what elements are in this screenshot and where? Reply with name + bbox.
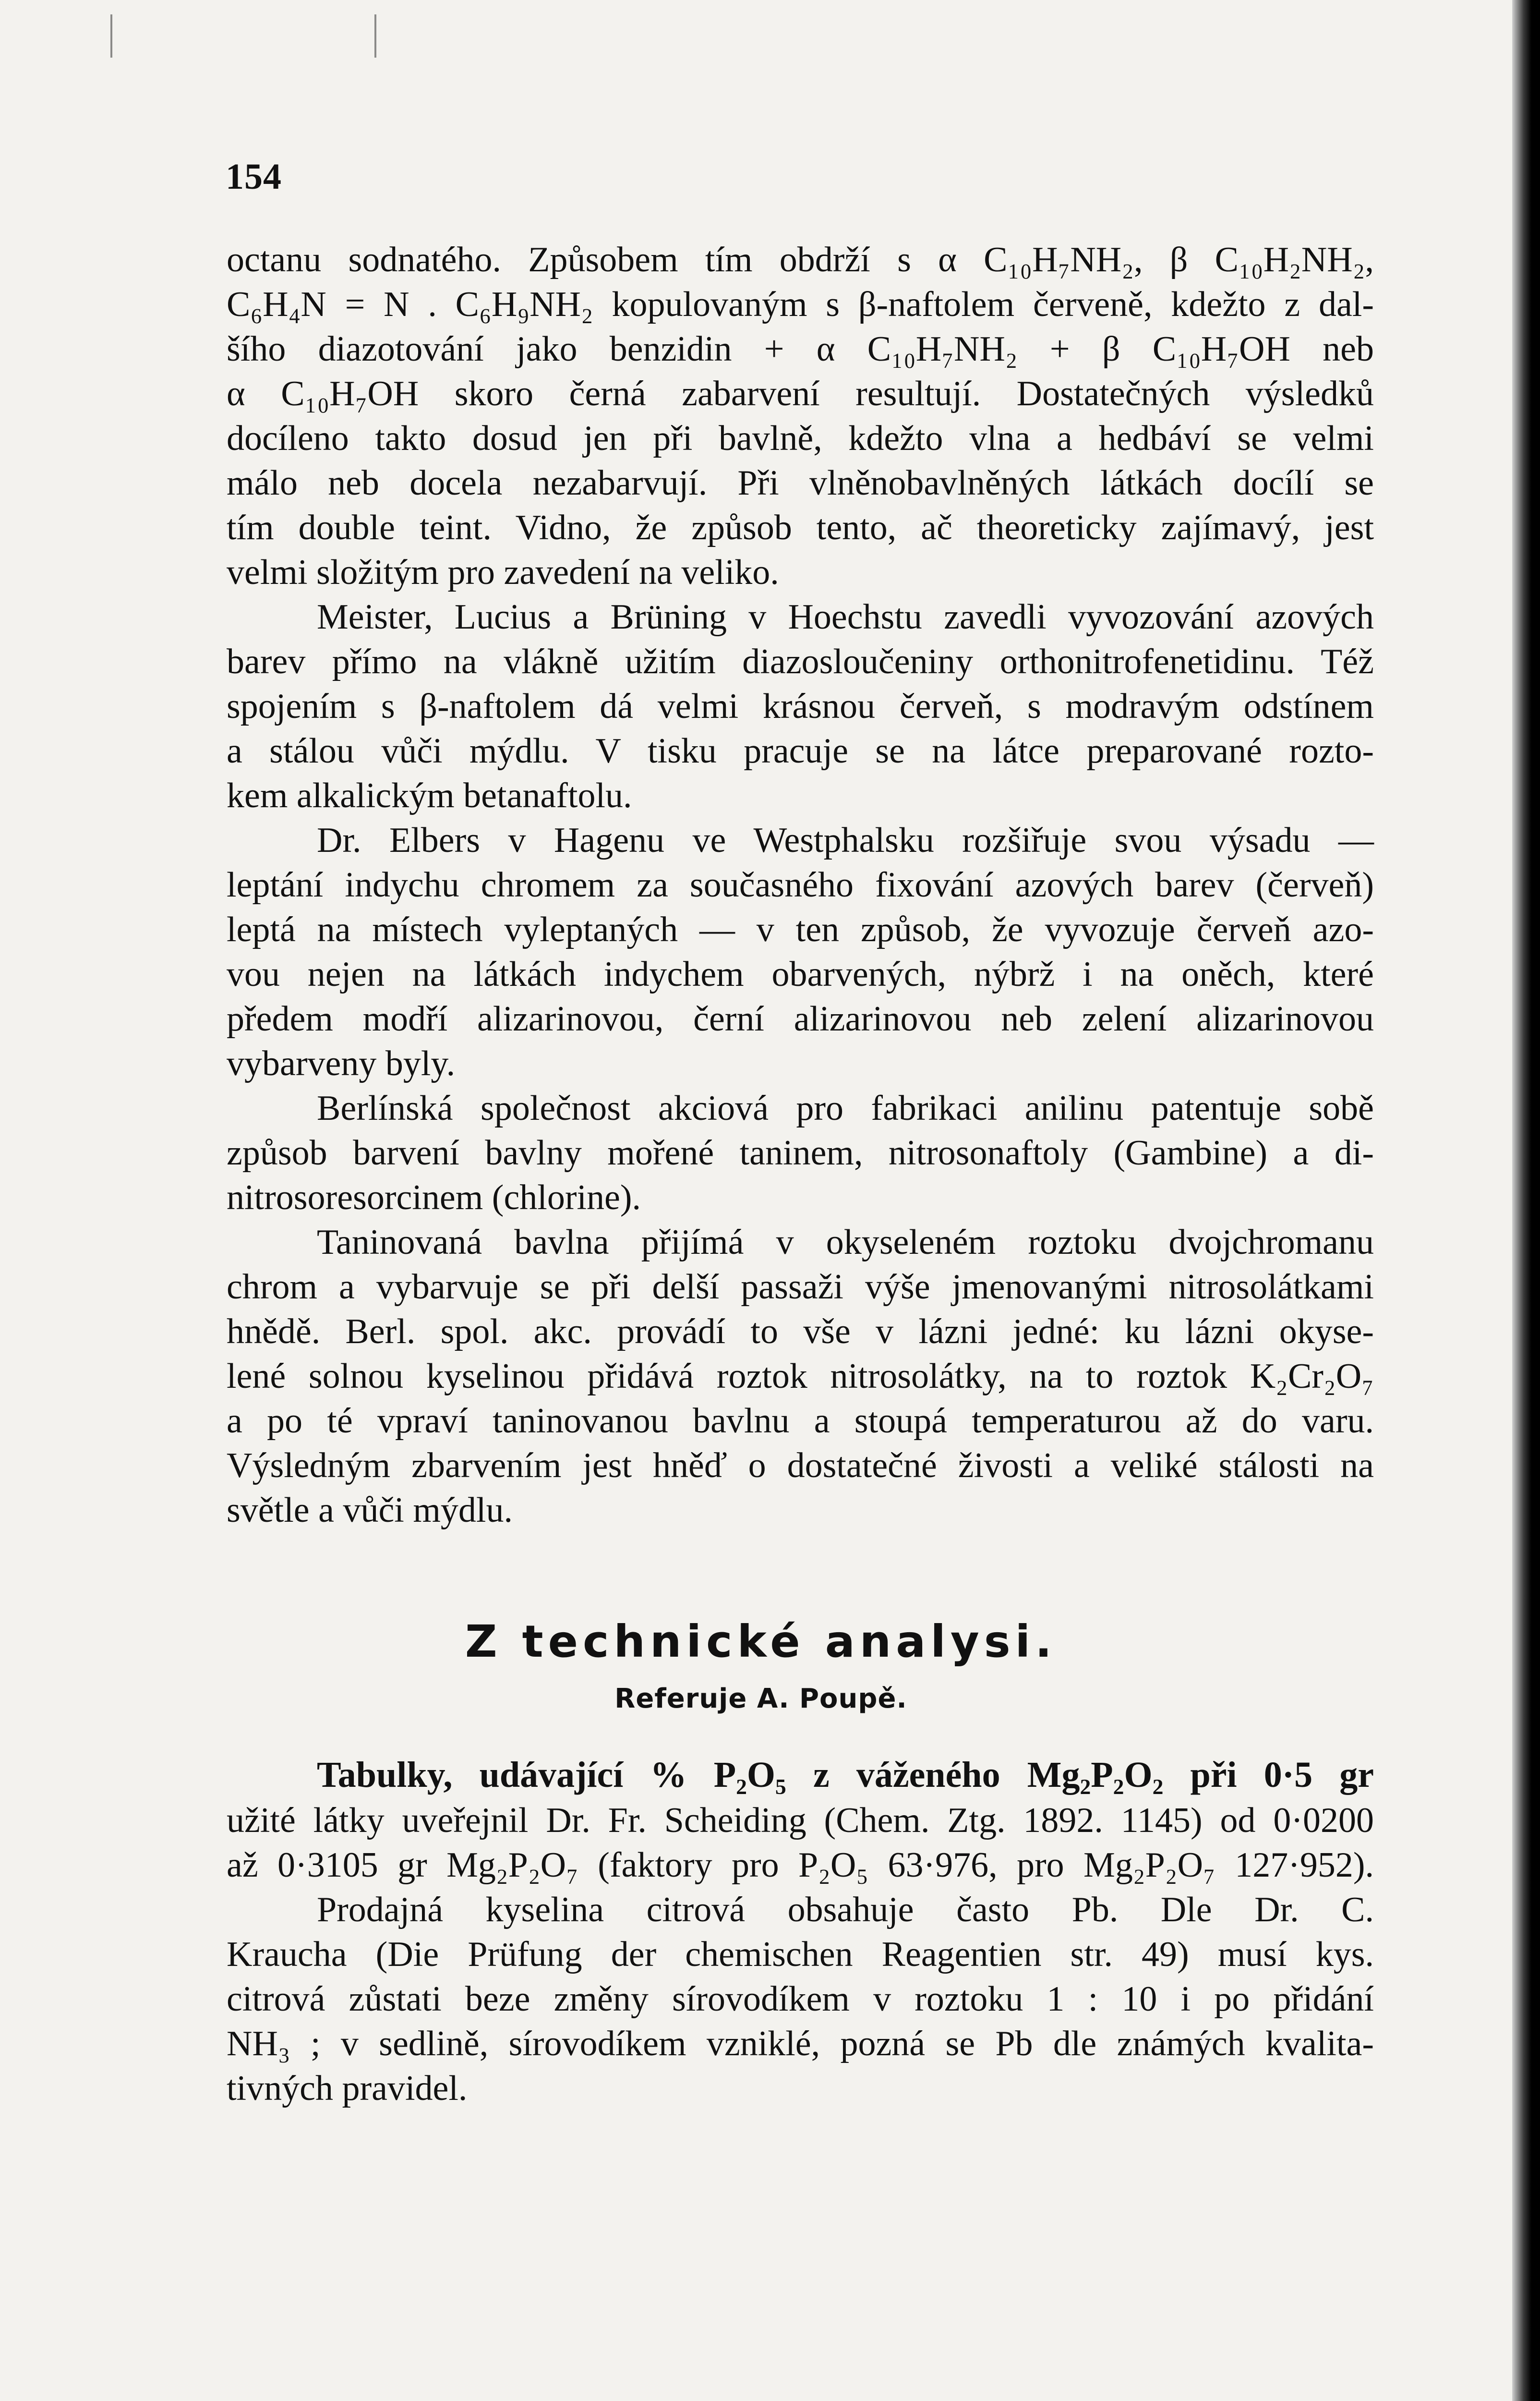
- text-line: octanu sodnatého. Způsobem tím obdrží s α C₁₀H₇NH₂, β C₁₀H₂NH₂,: [227, 240, 1374, 279]
- section-byline: Referuje A. Poupě.: [614, 1683, 907, 1714]
- text-line: tivných pravidel.: [227, 2069, 468, 2108]
- paragraph-first-line: Meister, Lucius a Brüning v Hoechstu zavedli vyvozování azových: [317, 597, 1374, 637]
- paragraph-first-line: Dr. Elbers v Hagenu ve Westphalsku rozšiřuje svou výsadu —: [317, 821, 1374, 860]
- paragraph-first-line: Berlínská společnost akciová pro fabrikaci anilinu patentuje sobě: [317, 1089, 1374, 1128]
- text-line: Kraucha (Die Prüfung der chemischen Reagentien str. 49) musí kys.: [227, 1935, 1374, 1974]
- text-line: způsob barvení bavlny mořené taninem, nitrosonaftoly (Gambine) a di-: [227, 1133, 1374, 1173]
- text-line: C₆H₄N = N . C₆H₉NH₂ kopulovaným s β-naftolem červeně, kdežto z dal-: [227, 285, 1374, 324]
- text-line: světle a vůči mýdlu.: [227, 1491, 513, 1530]
- text-line: docíleno takto dosud jen při bavlně, kdežto vlna a hedbáví se velmi: [227, 419, 1374, 458]
- text-line: předem modří alizarinovou, černí alizarinovou neb zelení alizarinovou: [227, 999, 1374, 1039]
- text-line: vou nejen na látkách indychem obarvených, nýbrž i na oněch, které: [227, 955, 1374, 994]
- section-heading: Z technické analysi.: [465, 1616, 1057, 1667]
- text-line: a po té vpraví taninovanou bavlnu a stoupá temperaturou až do varu.: [227, 1401, 1374, 1441]
- text-line: citrová zůstati beze změny sírovodíkem v roztoku 1 : 10 i po přidání: [227, 1979, 1374, 2019]
- text-line: tím double teint. Vidno, že způsob tento, ač theoreticky zajímavý, jest: [227, 508, 1374, 547]
- page-number: 154: [226, 157, 282, 197]
- text-line: Výsledným zbarvením jest hněď o dostatečné živosti a veliké stálosti na: [227, 1446, 1374, 1485]
- text-line: velmi složitým pro zavedení na veliko.: [227, 553, 779, 592]
- text-line: až 0·3105 gr Mg₂P₂O₇ (faktory pro P₂O₅ 63·976, pro Mg₂P₂O₇ 127·952).: [227, 1845, 1374, 1885]
- page-edge-shadow: [1512, 0, 1531, 2401]
- text-line: leptání indychu chromem za současného fixování azových barev (červeň): [227, 865, 1374, 905]
- text-line: hnědě. Berl. spol. akc. provádí to vše v lázni jedné: ku lázni okyse-: [227, 1312, 1374, 1351]
- text-line: vybarveny byly.: [227, 1044, 456, 1083]
- text-line: barev přímo na vlákně užitím diazosloučeniny orthonitrofenetidinu. Též: [227, 642, 1374, 681]
- text-line: α C₁₀H₇OH skoro černá zabarvení resultují. Dostatečných výsledků: [227, 374, 1374, 413]
- paragraph-first-line: Tabulky, udávající % P₂O₅ z váženého Mg₂P₂O₂ při 0·5 gr: [317, 1755, 1374, 1795]
- paragraph-first-line: Prodajná kyselina citrová obsahuje často Pb. Dle Dr. C.: [317, 1890, 1374, 1929]
- text-line: leptá na místech vyleptaných — v ten způsob, že vyvozuje červeň azo-: [227, 910, 1374, 949]
- text-line: spojením s β-naftolem dá velmi krásnou červeň, s modravým odstínem: [227, 687, 1374, 726]
- paragraph-first-line: Taninovaná bavlna přijímá v okyseleném roztoku dvojchromanu: [317, 1223, 1374, 1262]
- text-line: NH₃ ; v sedlině, sírovodíkem vzniklé, pozná se Pb dle známých kvalita-: [227, 2024, 1374, 2063]
- text-line: a stálou vůči mýdlu. V tisku pracuje se na látce preparované rozto-: [227, 731, 1374, 771]
- text-line: kem alkalickým betanaftolu.: [227, 776, 632, 815]
- text-line: užité látky uveřejnil Dr. Fr. Scheiding (Chem. Ztg. 1892. 1145) od 0·0200: [227, 1801, 1374, 1840]
- text-line: lené solnou kyselinou přidává roztok nitrosolátky, na to roztok K₂Cr₂O₇: [227, 1357, 1374, 1396]
- scan-mark: [110, 14, 112, 58]
- text-line: šího diazotování jako benzidin + α C₁₀H₇NH₂ + β C₁₀H₇OH neb: [227, 329, 1374, 369]
- text-line: nitrosoresorcinem (chlorine).: [227, 1178, 641, 1217]
- text-line: málo neb docela nezabarvují. Při vlněnobavlněných látkách docílí se: [227, 463, 1374, 503]
- text-line: chrom a vybarvuje se při delší passaži výše jmenovanými nitrosolátkami: [227, 1267, 1374, 1307]
- scan-mark: [374, 14, 376, 58]
